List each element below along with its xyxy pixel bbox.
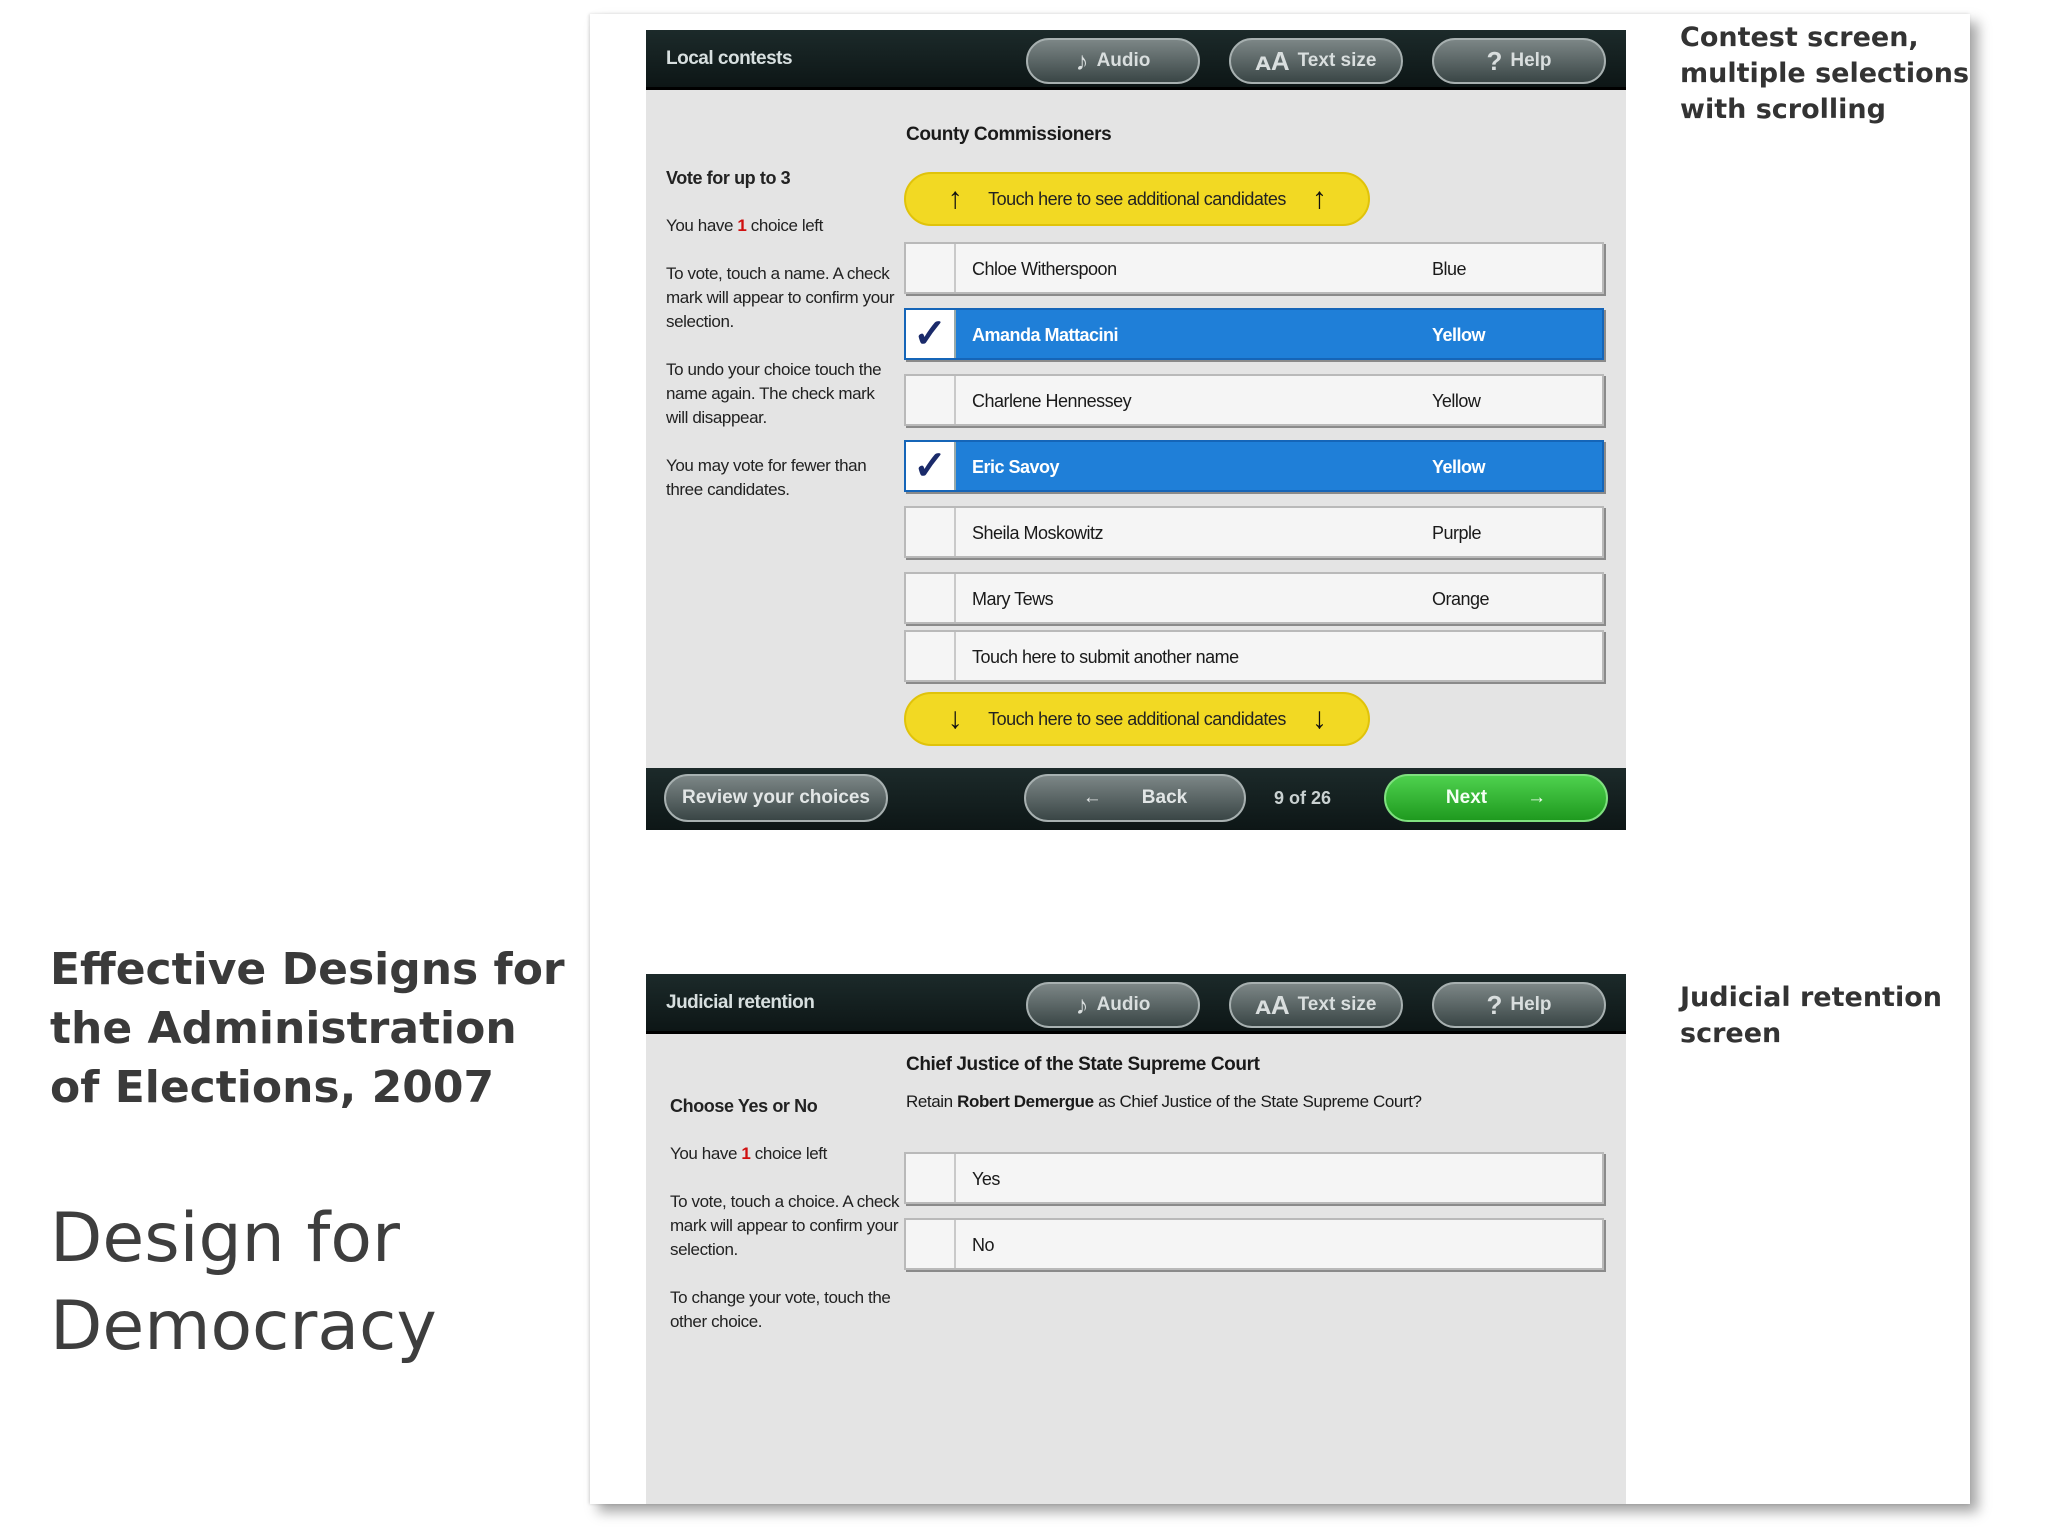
scroll-up-button[interactable] — [904, 172, 1370, 226]
help-icon: ? — [1486, 989, 1503, 1020]
write-in-button[interactable] — [904, 630, 1604, 682]
audio-icon: ♪ — [1075, 989, 1089, 1020]
arrow-down-icon: ↓ — [947, 702, 963, 735]
footer-bar — [646, 768, 1626, 830]
arrow-up-icon: ↑ — [947, 182, 963, 215]
note-contest: Contest screen, multiple selections with scrolling — [1680, 22, 1970, 125]
candidate-name: Eric Savoy — [972, 457, 1060, 477]
checkbox — [906, 574, 956, 622]
checkmark-icon: ✓ — [906, 442, 956, 490]
candidate-row[interactable] — [904, 506, 1604, 558]
choices-count: 1 — [741, 1144, 751, 1163]
choices-count: 1 — [737, 216, 747, 235]
candidate-party: Orange — [1432, 589, 1490, 609]
scroll-up-label: Touch here to see additional candidates — [988, 188, 1286, 209]
back-button[interactable] — [1024, 774, 1246, 822]
text-size-button[interactable] — [1229, 982, 1403, 1028]
text-size-label: Text size — [1297, 994, 1377, 1015]
candidate-row[interactable] — [904, 440, 1604, 492]
scroll-down-button[interactable] — [904, 692, 1370, 746]
arrow-up-icon: ↑ — [1311, 182, 1327, 215]
choose-heading: Choose Yes or No — [670, 1096, 818, 1116]
candidate-party: Yellow — [1432, 325, 1486, 345]
audio-button[interactable] — [1026, 982, 1200, 1028]
candidate-party: Yellow — [1432, 457, 1486, 477]
write-in-label: Touch here to submit another name — [972, 647, 1239, 667]
document-page — [590, 14, 1970, 1504]
candidate-row[interactable] — [904, 374, 1604, 426]
choices-left: You have 1 choice left — [666, 216, 823, 235]
review-button[interactable] — [664, 774, 888, 822]
vote-for-heading: Vote for up to 3 — [666, 168, 791, 188]
candidate-name: Sheila Moskowitz — [972, 523, 1104, 543]
checkbox — [906, 244, 956, 292]
help-label: Help — [1510, 994, 1552, 1015]
arrow-down-icon: ↓ — [1311, 702, 1327, 735]
title-bar — [646, 30, 1626, 90]
retention-screen — [646, 974, 1626, 1504]
slide-title: Design for Democracy — [50, 1199, 437, 1366]
page-counter: 9 of 26 — [1274, 788, 1332, 808]
retention-question: Retain Robert Demergue as Chief Justice of the State Supreme Court? — [906, 1092, 1422, 1111]
note-retention: Judicial retention screen — [1680, 982, 1942, 1049]
contest-title: County Commissioners — [906, 124, 1112, 145]
candidate-name: Mary Tews — [972, 589, 1054, 609]
option-label: No — [972, 1235, 995, 1255]
instruction-vote: To vote, touch a choice. A check mark will appear to confirm your selection. — [670, 1192, 900, 1259]
back-label: Back — [1141, 787, 1188, 808]
option-yes[interactable] — [904, 1152, 1604, 1204]
next-label: Next — [1445, 787, 1488, 808]
option-no[interactable] — [904, 1218, 1604, 1270]
candidate-party: Yellow — [1432, 391, 1481, 411]
help-button[interactable] — [1432, 982, 1606, 1028]
review-label: Review your choices — [682, 787, 870, 808]
candidate-name: Chloe Witherspoon — [972, 259, 1117, 279]
choices-left: You have 1 choice left — [670, 1144, 827, 1163]
section-label: Judicial retention — [666, 992, 815, 1013]
audio-label: Audio — [1096, 994, 1151, 1015]
help-button[interactable] — [1432, 38, 1606, 84]
title-bar — [646, 974, 1626, 1034]
instructions — [666, 166, 898, 526]
audio-button[interactable] — [1026, 38, 1200, 84]
instruction-vote: To vote, touch a name. A check mark will appear to confirm your selection. — [666, 264, 895, 331]
contest-title: Chief Justice of the State Supreme Court — [906, 1054, 1260, 1075]
text-size-icon: ᴀA — [1255, 989, 1290, 1020]
checkbox — [906, 632, 956, 680]
instruction-fewer: You may vote for fewer than three candidates. — [666, 456, 867, 499]
arrow-left-icon: ← — [1082, 787, 1102, 808]
candidate-party: Blue — [1432, 259, 1467, 279]
candidate-row[interactable] — [904, 242, 1604, 294]
checkbox — [906, 508, 956, 556]
checkbox — [906, 1220, 956, 1268]
candidate-row[interactable] — [904, 308, 1604, 360]
text-size-icon: ᴀA — [1255, 45, 1290, 76]
text-size-button[interactable] — [1229, 38, 1403, 84]
instruction-change: To change your vote, touch the other choice. — [670, 1288, 891, 1331]
section-label: Local contests — [666, 48, 793, 69]
candidate-name: Charlene Hennessey — [972, 391, 1132, 411]
scroll-down-label: Touch here to see additional candidates — [988, 708, 1286, 729]
instructions — [670, 1094, 902, 1358]
audio-icon: ♪ — [1075, 45, 1089, 76]
text-size-label: Text size — [1297, 50, 1377, 71]
candidate-party: Purple — [1432, 523, 1482, 543]
arrow-right-icon: → — [1527, 787, 1547, 808]
next-button[interactable] — [1384, 774, 1608, 822]
checkmark-icon: ✓ — [906, 310, 956, 358]
instruction-undo: To undo your choice touch the name again. The check mark will disappear. — [666, 360, 882, 427]
slide-caption: Effective Designs for the Administration of Elections, 2007 — [50, 944, 565, 1113]
checkbox — [906, 1154, 956, 1202]
checkbox — [906, 376, 956, 424]
candidate-name: Amanda Mattacini — [972, 325, 1119, 345]
candidate-row[interactable] — [904, 572, 1604, 624]
help-icon: ? — [1486, 45, 1503, 76]
help-label: Help — [1510, 50, 1552, 71]
contest-screen — [646, 30, 1626, 830]
option-label: Yes — [972, 1169, 1000, 1189]
audio-label: Audio — [1096, 50, 1151, 71]
